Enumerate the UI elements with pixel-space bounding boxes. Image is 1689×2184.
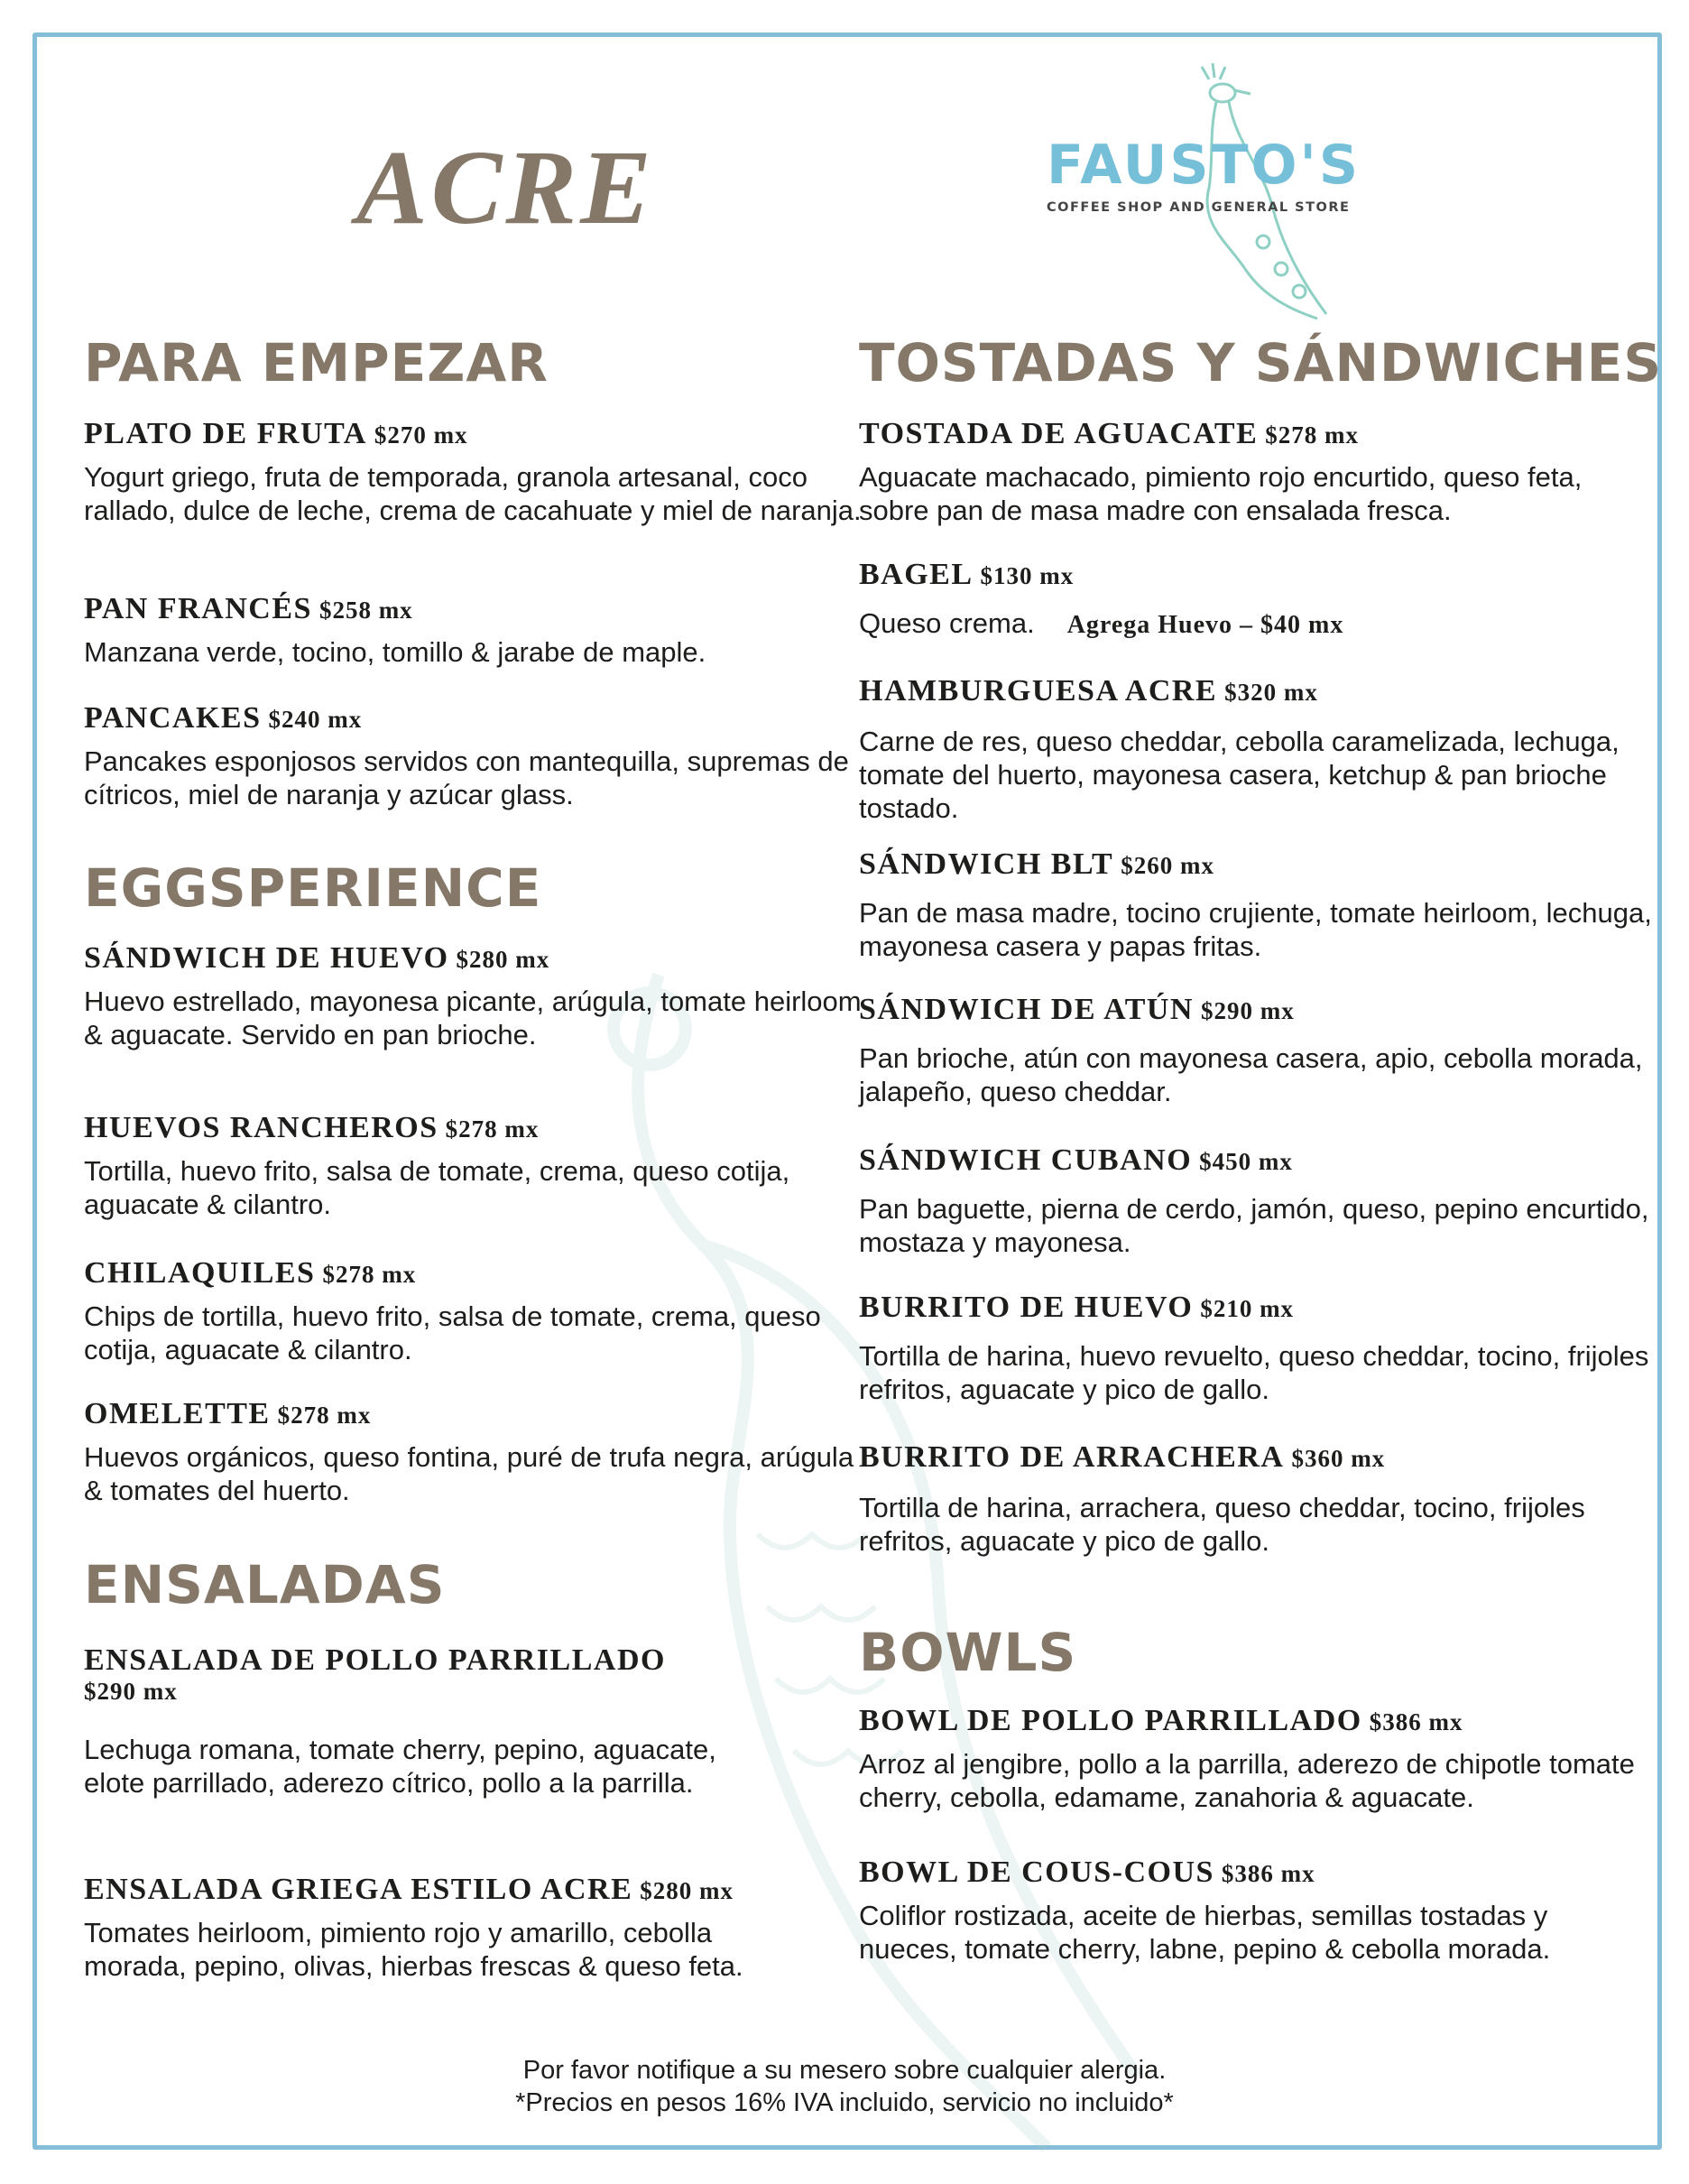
item-description: Lechuga romana, tomate cherry, pepino, aguacate, elote parrillado, aderezo cítrico, pollo a la parrilla. (84, 1734, 716, 1799)
item-description: Pan baguette, pierna de cerdo, jamón, queso, pepino encurtido, mostaza y mayonesa. (859, 1193, 1649, 1258)
item-price: $280 mx (640, 1877, 734, 1904)
item-title: HAMBURGUESA ACRE (859, 674, 1218, 708)
item-title: SÁNDWICH CUBANO (859, 1143, 1193, 1177)
item-title: BOWL DE POLLO PARRILLADO (859, 1704, 1362, 1737)
menu-item (859, 1440, 1653, 1558)
item-price: $278 mx (445, 1115, 540, 1143)
item-price: $290 mx (84, 1678, 178, 1705)
item-description: Huevos orgánicos, queso fontina, puré de trufa negra, arúgula & tomates del huerto. (84, 1441, 854, 1506)
menu-item (84, 1111, 878, 1221)
item-description: Queso crema. (859, 607, 1035, 639)
footer-allergy-note: Por favor notifique a su mesero sobre cualquier alergia. (522, 2056, 1167, 2085)
item-description: Pancakes esponjosos servidos con mantequilla, supremas de cítricos, miel de naranja y azúcar glass. (84, 745, 849, 810)
menu-item (84, 1397, 878, 1507)
item-description: Pan de masa madre, tocino crujiente, tomate heirloom, lechuga, mayonesa casera y papas fritas. (859, 897, 1652, 962)
item-price: $270 mx (374, 421, 468, 449)
section-heading-tostadas-sandwiches: TOSTADAS Y SÁNDWICHES (859, 332, 1663, 393)
item-description: Carne de res, queso cheddar, cebolla caramelizada, lechuga, tomate del huerto, mayonesa casera, ketchup & pan brioche tostado. (859, 726, 1620, 824)
section-heading-bowls: BOWLS (859, 1622, 1077, 1683)
item-price: $278 mx (277, 1402, 372, 1429)
item-title: SÁNDWICH DE ATÚN (859, 993, 1194, 1026)
item-price: $386 mx (1221, 1860, 1315, 1887)
item-title: BURRITO DE HUEVO (859, 1291, 1194, 1324)
item-title: PAN FRANCÉS (84, 592, 312, 625)
item-description: Huevo estrellado, mayonesa picante, arúgula, tomate heirloom & aguacate. Servido en pan brioche. (84, 986, 862, 1050)
menu-item (859, 417, 1653, 527)
menu-item (84, 1873, 878, 1983)
item-title: PANCAKES (84, 701, 262, 735)
item-description: Tortilla de harina, huevo revuelto, queso cheddar, tocino, frijoles refritos, aguacate y pico de gallo. (859, 1340, 1649, 1405)
menu-item (84, 701, 878, 811)
menu-item (859, 847, 1653, 963)
item-title: SÁNDWICH BLT (859, 847, 1114, 881)
faustos-logo (1047, 134, 1361, 215)
item-price: $278 mx (322, 1261, 417, 1288)
item-title: BAGEL (859, 558, 974, 591)
item-description: Tortilla de harina, arrachera, queso cheddar, tocino, frijoles refritos, aguacate y pico de gallo. (859, 1492, 1585, 1557)
menu-item (84, 1256, 878, 1366)
section-heading-ensaladas: ENSALADAS (84, 1554, 446, 1615)
item-title: BOWL DE COUS-COUS (859, 1855, 1214, 1889)
menu-item (84, 1643, 770, 1800)
faustos-name: FAUSTO'S (1047, 134, 1361, 197)
item-addon: Agrega Huevo – $40 mx (1066, 611, 1344, 639)
menu-item (859, 558, 1653, 642)
item-title: ENSALADA DE POLLO PARRILLADO (84, 1643, 666, 1677)
item-price: $130 mx (980, 562, 1075, 589)
item-price: $290 mx (1200, 997, 1295, 1024)
menu-item (859, 1143, 1653, 1259)
item-title: BURRITO DE ARRACHERA (859, 1440, 1285, 1474)
item-description: Pan brioche, atún con mayonesa casera, apio, cebolla morada, jalapeño, queso cheddar. (859, 1042, 1643, 1107)
faustos-tagline: COFFEE SHOP AND GENERAL STORE (1047, 200, 1351, 215)
item-title: ENSALADA GRIEGA ESTILO ACRE (84, 1873, 633, 1906)
item-price: $210 mx (1200, 1295, 1295, 1322)
item-title: PLATO DE FRUTA (84, 417, 367, 450)
menu-item (84, 941, 878, 1051)
item-title: SÁNDWICH DE HUEVO (84, 941, 449, 975)
item-description: Aguacate machacado, pimiento rojo encurtido, queso feta, sobre pan de masa madre con ensalada fresca. (859, 461, 1583, 526)
footer-price-note: *Precios en pesos 16% IVA incluido, servicio no incluido* (515, 2088, 1174, 2117)
item-price: $258 mx (318, 597, 413, 624)
menu-item (859, 1855, 1653, 1966)
menu-item (859, 1291, 1653, 1406)
menu-item (859, 674, 1653, 825)
item-description: Yogurt griego, fruta de temporada, granola artesanal, coco rallado, dulce de leche, crema de cacahuate y miel de naranja. (84, 461, 862, 526)
section-heading-para-empezar: PARA EMPEZAR (84, 332, 549, 393)
item-title: TOSTADA DE AGUACATE (859, 417, 1259, 450)
item-description: Coliflor rostizada, aceite de hierbas, semillas tostadas y nueces, tomate cherry, labne, pepino & cebolla morada. (859, 1900, 1551, 1965)
menu-item (859, 993, 1653, 1108)
item-price: $260 mx (1121, 852, 1214, 879)
item-description: Chips de tortilla, huevo frito, salsa de tomate, crema, queso cotija, aguacate & cilantro. (84, 1300, 821, 1365)
item-title: HUEVOS RANCHEROS (84, 1111, 438, 1144)
item-price: $450 mx (1199, 1148, 1293, 1175)
item-title: OMELETTE (84, 1397, 271, 1430)
section-heading-eggsperience: EGGSPERIENCE (84, 857, 542, 919)
item-description: Tortilla, huevo frito, salsa de tomate, crema, queso cotija, aguacate & cilantro. (84, 1155, 790, 1220)
item-price: $386 mx (1369, 1708, 1463, 1735)
item-price: $320 mx (1224, 679, 1318, 706)
item-price: $278 mx (1265, 421, 1360, 449)
menu-item (84, 592, 878, 669)
item-description: Tomates heirloom, pimiento rojo y amarillo, cebolla morada, pepino, olivas, hierbas frescas & queso feta. (84, 1917, 743, 1982)
item-price: $360 mx (1291, 1445, 1386, 1472)
menu-item (859, 1704, 1653, 1814)
item-description: Manzana verde, tocino, tomillo & jarabe de maple. (84, 636, 706, 668)
item-price: $280 mx (456, 946, 550, 973)
acre-logo: ACRE (356, 128, 655, 246)
menu-item (84, 417, 878, 527)
item-description: Arroz al jengibre, pollo a la parrilla, aderezo de chipotle tomate cherry, cebolla, edamame, zanahoria & aguacate. (859, 1748, 1635, 1813)
item-price: $240 mx (268, 706, 363, 733)
item-title: CHILAQUILES (84, 1256, 316, 1290)
